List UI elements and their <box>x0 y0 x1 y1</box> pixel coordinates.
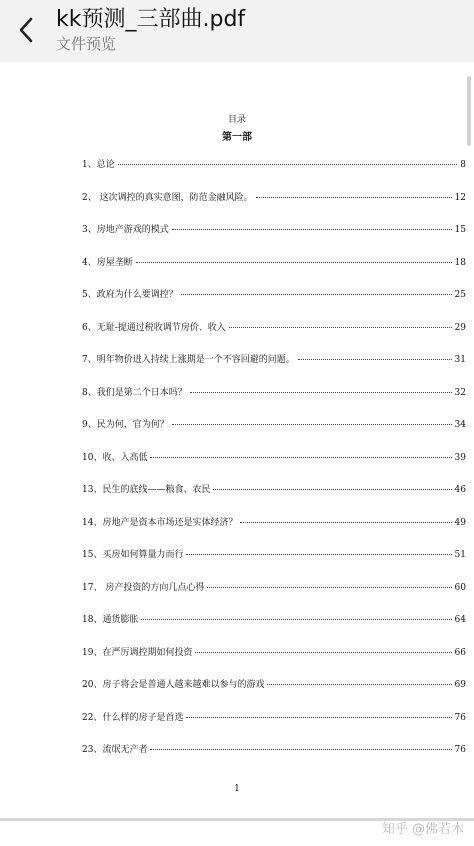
toc-entry-page: 46 <box>454 485 466 495</box>
toc-entry-page: 34 <box>454 420 466 430</box>
toc-entry[interactable] <box>82 742 466 756</box>
dot-leader <box>141 619 451 620</box>
dot-leader <box>207 587 451 588</box>
toc-entry-label: 9、民为何，官为何？ <box>82 420 169 430</box>
pdf-page-viewer[interactable] <box>0 62 474 820</box>
dot-leader <box>229 327 452 328</box>
toc-entry-label: 4、房屋垄断 <box>82 257 133 268</box>
toc-title: 目录 <box>227 115 246 125</box>
toc-entry-page: 31 <box>454 355 466 365</box>
toc-entry[interactable] <box>82 580 466 594</box>
toc-entry-page: 25 <box>454 290 466 300</box>
toc-entry[interactable] <box>82 547 466 561</box>
toc-entry[interactable] <box>82 255 466 269</box>
toc-entry-label: 19、在严厉调控期如何投资 <box>82 647 193 658</box>
toc-entry-label: 20、房子将会是普通人越来越难以参与的游戏 <box>82 680 265 690</box>
toc-entry-label: 22、什么样的房子是首选 <box>82 712 184 723</box>
dot-leader <box>118 164 458 165</box>
file-title: kk预测_三部曲.pdf <box>56 7 246 32</box>
toc-entry-page: 76 <box>454 745 466 755</box>
toc-entry[interactable] <box>82 222 466 236</box>
toc-entry-page: 64 <box>454 615 466 625</box>
toc-entry-label: 8、我们是第二个日本吗？ <box>82 387 187 398</box>
toc-entry[interactable] <box>82 612 466 626</box>
top-bar <box>0 0 474 62</box>
part-title: 第一部 <box>222 132 252 143</box>
toc-entry-label: 7、明年物价进入持续上涨期是一个不容回避的问题。 <box>82 355 295 365</box>
toc-entry-label: 14、房地产是资本市场还是实体经济？ <box>82 517 238 528</box>
toc-entry[interactable] <box>82 320 466 334</box>
dot-leader <box>240 522 451 523</box>
toc-entry-label: 13、民生的底线——粮食、农民 <box>82 485 211 495</box>
file-preview-label: 文件预览 <box>56 35 117 53</box>
toc-entry-page: 51 <box>454 550 466 560</box>
toc-entry-label: 15、买房如何算量力而行 <box>82 550 184 560</box>
toc-entry-label: 23、流氓无产者 <box>82 745 148 755</box>
toc-entry-page: 18 <box>454 257 466 268</box>
toc-entry[interactable] <box>82 417 466 431</box>
chevron-left-icon <box>18 17 34 43</box>
dot-leader <box>298 359 452 360</box>
toc-entry-page: 32 <box>454 387 466 398</box>
toc-entry-label: 6、无耻-提通过税收调节房价、收入 <box>82 322 226 333</box>
dot-leader <box>267 684 451 685</box>
toc-entry[interactable] <box>82 677 466 691</box>
toc-entry[interactable] <box>82 157 466 171</box>
dot-leader <box>195 652 451 653</box>
toc-entry-page: 29 <box>454 322 466 333</box>
toc-entry-page: 69 <box>454 680 466 690</box>
toc-entry[interactable] <box>82 352 466 366</box>
dot-leader <box>172 229 452 230</box>
toc-entry[interactable] <box>82 710 466 724</box>
toc-entry[interactable] <box>82 385 466 399</box>
toc-entry[interactable] <box>82 287 466 301</box>
toc-entry-label: 2、 这次调控的真实意图，防范金融风险。 <box>82 192 253 203</box>
dot-leader <box>186 717 451 718</box>
page-number: 1 <box>234 784 240 794</box>
toc-entry-label: 5、政府为什么要调控？ <box>82 290 178 300</box>
dot-leader <box>181 294 452 295</box>
toc-entry-label: 10、收、入高低 <box>82 452 148 463</box>
toc-entry[interactable] <box>82 645 466 659</box>
toc-entry-page: 76 <box>454 712 466 723</box>
dot-leader <box>150 749 451 750</box>
dot-leader <box>136 262 452 263</box>
toc-entry[interactable] <box>82 482 466 496</box>
toc-entry-label: 3、房地产游戏的模式 <box>82 225 169 235</box>
toc-entry[interactable] <box>82 190 466 204</box>
toc-entry[interactable] <box>82 515 466 529</box>
toc-entry-page: 49 <box>454 517 466 528</box>
toc-entry-page: 12 <box>454 192 466 203</box>
toc-entry-page: 66 <box>454 647 466 658</box>
dot-leader <box>172 424 452 425</box>
toc-entry-label: 18、通货膨胀 <box>82 615 139 625</box>
toc-entry-page: 8 <box>460 160 466 170</box>
dot-leader <box>256 197 452 198</box>
toc-entry-page: 39 <box>454 452 466 463</box>
dot-leader <box>150 457 451 458</box>
toc-entry-page: 15 <box>454 225 466 235</box>
watermark-text: 知乎 @佛若木 <box>381 822 464 837</box>
toc-entry[interactable] <box>82 450 466 464</box>
dot-leader <box>213 489 451 490</box>
dot-leader <box>186 554 451 555</box>
back-button[interactable] <box>8 12 44 48</box>
toc-entry-page: 60 <box>454 582 466 593</box>
toc-entry-label: 1、总论 <box>82 160 115 170</box>
dot-leader <box>190 392 452 393</box>
toc-entry-label: 17、 房产投资的方向几点心得 <box>82 582 205 593</box>
